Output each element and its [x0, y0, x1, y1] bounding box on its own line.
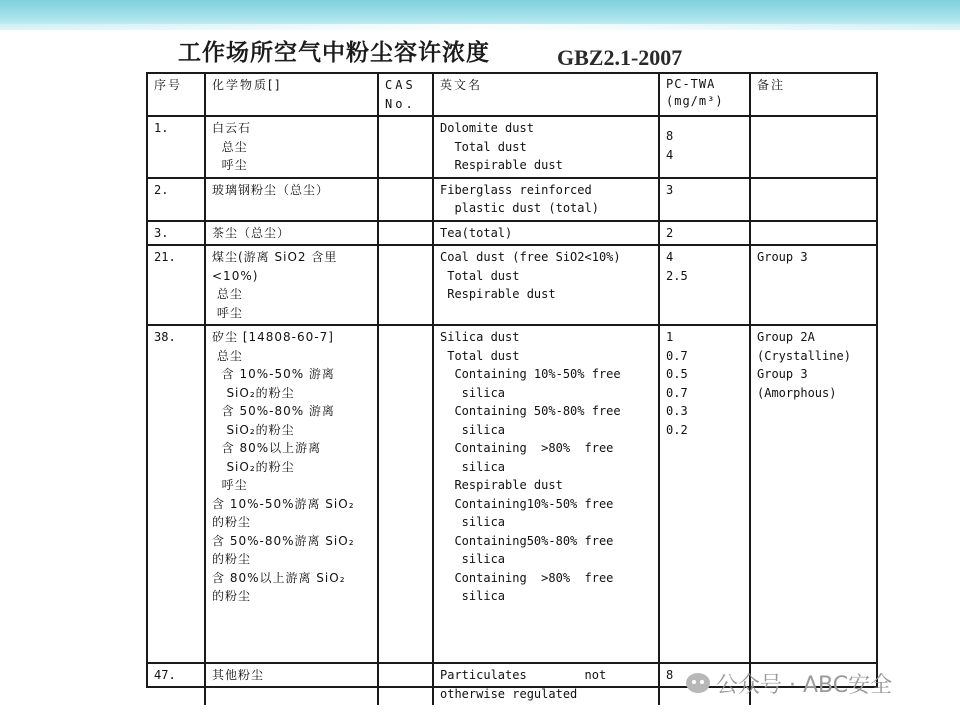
cell-line: 4 — [666, 250, 674, 264]
cell-remark — [750, 178, 876, 221]
cell-line: silica — [440, 422, 506, 437]
header-cas-line: CAS — [385, 78, 416, 92]
cell-pctwa — [659, 325, 750, 663]
cell-line: 2.5 — [666, 268, 688, 283]
table-row — [148, 325, 876, 663]
header-pctwa — [659, 74, 750, 116]
cell-remark — [750, 245, 876, 325]
cell-line: 煤尘(游离 SiO2 含里 — [212, 250, 338, 264]
cell-line: 2 — [666, 225, 674, 240]
header-pctwa-line: (mg/m³) — [666, 94, 724, 108]
cell-line: Silica dust — [440, 330, 520, 344]
cell-line: 的粉尘 — [212, 515, 252, 529]
cell-pctwa — [659, 116, 750, 178]
cell-line: Total dust — [440, 268, 520, 283]
cell-line: silica — [440, 589, 506, 603]
cell-english — [433, 221, 659, 246]
header-row — [148, 74, 876, 116]
cell-line: Dolomite dust — [440, 121, 534, 135]
cell-seq: 2. — [148, 178, 205, 221]
watermark — [686, 669, 892, 697]
cell-line: plastic dust (total) — [440, 201, 599, 215]
cell-line: 1 — [666, 330, 674, 344]
cell-line: SiO₂的粉尘 — [212, 385, 295, 400]
table-row — [148, 116, 876, 178]
cell-line: 含 50%-80% 游离 — [212, 404, 335, 418]
cell-line: 含 10%-50% 游离 — [212, 367, 335, 381]
header-pctwa-line: PC-TWA — [666, 77, 716, 91]
cell-seq: 3. — [148, 221, 205, 246]
cell-pctwa — [659, 178, 750, 221]
cell-line: Respirable dust — [440, 158, 563, 172]
cell-line: Total dust — [440, 348, 520, 363]
cell-english — [433, 178, 659, 221]
cell-line: Coal dust (free SiO2<10%) — [440, 250, 621, 264]
cell-line: 总尘 — [212, 348, 243, 363]
cell-line: 0.7 — [666, 385, 688, 400]
cell-line: Total dust — [440, 139, 527, 154]
header-english: 英文名 — [433, 74, 659, 116]
cell-line: Tea(total) — [440, 225, 513, 240]
cell-line: 8 — [666, 129, 674, 143]
cell-line: <10%) — [212, 268, 259, 283]
cell-line: otherwise regulated — [440, 686, 578, 701]
cell-chemical-cn — [205, 663, 378, 705]
cell-chemical-cn — [205, 221, 378, 246]
cell-line: Containing 10%-50% free — [440, 367, 621, 381]
cell-line: (Crystalline) — [757, 348, 851, 363]
cell-line: Containing50%-80% free — [440, 533, 614, 548]
cell-seq: 38. — [148, 325, 205, 663]
dust-limits-table-frame — [146, 72, 878, 701]
cell-remark — [750, 325, 876, 663]
cell-cas — [378, 116, 433, 178]
cell-pctwa — [659, 221, 750, 246]
cell-cas — [378, 178, 433, 221]
cell-line: 4 — [666, 147, 674, 162]
cell-line: 含 10%-50%游离 SiO₂ — [212, 496, 355, 511]
cell-line: SiO₂的粉尘 — [212, 459, 295, 474]
cell-line: 玻璃钢粉尘（总尘） — [212, 182, 330, 197]
cell-line: Fiberglass reinforced — [440, 182, 592, 197]
cell-line: Containing >80% free — [440, 570, 614, 585]
cell-line: Respirable dust — [440, 478, 563, 492]
cell-english — [433, 663, 659, 705]
cell-line: 总尘 — [212, 139, 248, 154]
cell-line: 呼尘 — [212, 305, 243, 320]
cell-line: Containing10%-50% free — [440, 496, 614, 511]
header-cas — [378, 74, 433, 116]
cell-seq: 47. — [148, 663, 205, 705]
cell-line: 其他粉尘 — [212, 668, 265, 682]
cell-line: 含 50%-80%游离 SiO₂ — [212, 533, 355, 548]
cell-chemical-cn — [205, 116, 378, 178]
cell-line: 总尘 — [212, 287, 243, 301]
cell-line: 3 — [666, 182, 674, 197]
cell-english — [433, 245, 659, 325]
cell-line: 茶尘（总尘） — [212, 225, 291, 240]
cell-line: Group 3 — [757, 250, 808, 264]
cell-remark — [750, 221, 876, 246]
cell-pctwa — [659, 245, 750, 325]
cell-line: 8 — [666, 668, 674, 682]
cell-seq: 1. — [148, 116, 205, 178]
cell-chemical-cn — [205, 178, 378, 221]
cell-line: 白云石 — [212, 121, 252, 135]
cell-seq: 21. — [148, 245, 205, 325]
cell-line: Particulates not — [440, 668, 607, 682]
header-seq: 序号 — [148, 74, 205, 116]
header-remark: 备注 — [750, 74, 876, 116]
cell-line: silica — [440, 459, 506, 474]
top-decorative-band — [0, 0, 960, 30]
cell-line: 0.5 — [666, 367, 688, 381]
cell-line: 0.3 — [666, 404, 688, 418]
cell-line: Containing 50%-80% free — [440, 404, 621, 418]
cell-line: SiO₂的粉尘 — [212, 422, 295, 437]
wechat-icon — [686, 673, 710, 693]
table-row — [148, 178, 876, 221]
cell-cas — [378, 221, 433, 246]
cell-line: 的粉尘 — [212, 552, 252, 566]
cell-cas — [378, 663, 433, 705]
header-chemical: 化学物质[] — [205, 74, 378, 116]
cell-line: (Amorphous) — [757, 385, 837, 400]
cell-line: 呼尘 — [212, 478, 248, 492]
cell-line: 呼尘 — [212, 158, 248, 172]
cell-line: Containing >80% free — [440, 441, 614, 455]
cell-cas — [378, 245, 433, 325]
cell-line: silica — [440, 385, 506, 400]
cell-cas — [378, 325, 433, 663]
cell-remark — [750, 116, 876, 178]
cell-line: 0.7 — [666, 348, 688, 363]
cell-line: Group 2A — [757, 330, 815, 344]
cell-line: Group 3 — [757, 367, 808, 381]
cell-line: 的粉尘 — [212, 589, 252, 603]
slide-title: 工作场所空气中粉尘容许浓度 — [178, 40, 490, 66]
table-row — [148, 245, 876, 325]
cell-chemical-cn — [205, 245, 378, 325]
header-cas-line: No. — [385, 96, 416, 111]
cell-english — [433, 325, 659, 663]
watermark-text: 公众号 · ABC安全 — [716, 672, 893, 698]
cell-line: 矽尘 [14808-60-7] — [212, 330, 334, 344]
cell-line: 0.2 — [666, 422, 688, 437]
cell-chemical-cn — [205, 325, 378, 663]
cell-line: silica — [440, 552, 506, 566]
cell-line: Respirable dust — [440, 287, 556, 301]
cell-line: 含 80%以上游离 — [212, 441, 322, 455]
table-row — [148, 221, 876, 246]
cell-line: silica — [440, 515, 506, 529]
cell-line: 含 80%以上游离 SiO₂ — [212, 570, 346, 585]
cell-english — [433, 116, 659, 178]
dust-limits-table — [148, 74, 876, 705]
standard-code: GBZ2.1-2007 — [557, 45, 683, 70]
